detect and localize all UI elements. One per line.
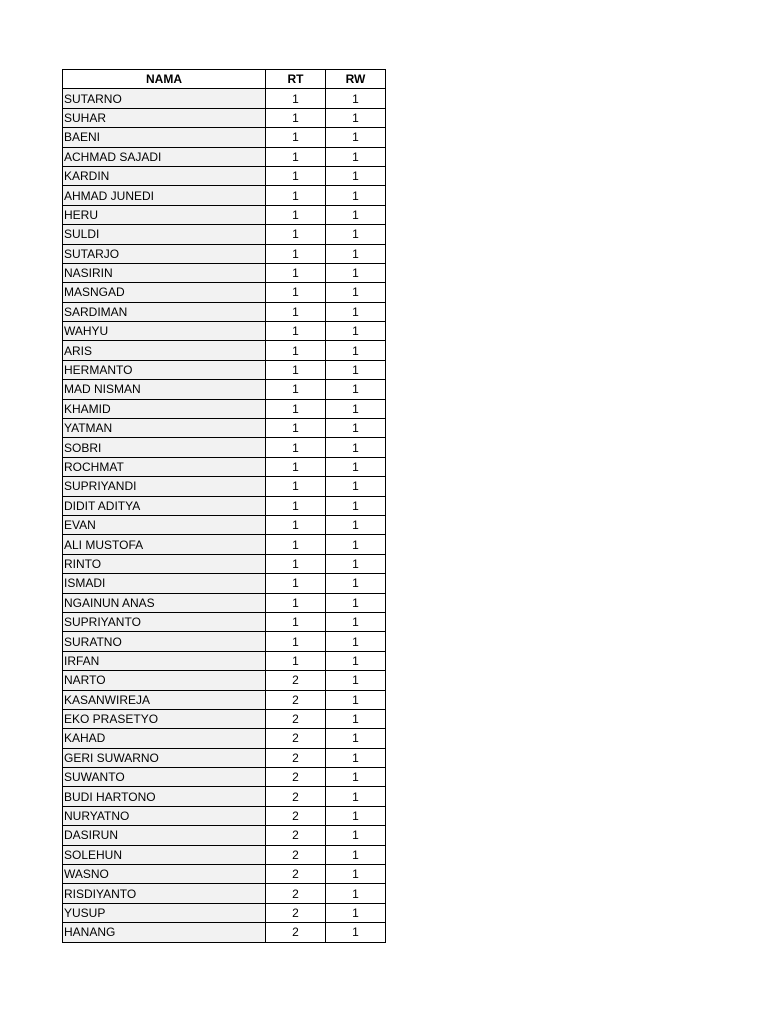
table-row <box>63 360 386 379</box>
header-row <box>63 70 386 89</box>
cell-rw[interactable]: 1 <box>326 515 386 534</box>
cell-nama[interactable]: ACHMAD SAJADI <box>63 147 266 166</box>
cell-nama[interactable]: SOBRI <box>63 438 266 457</box>
cell-rw[interactable]: 1 <box>326 302 386 321</box>
cell-nama[interactable]: KHAMID <box>63 399 266 418</box>
cell-nama[interactable]: ISMADI <box>63 574 266 593</box>
table-row <box>63 748 386 767</box>
cell-rt[interactable]: 1 <box>266 651 326 670</box>
cell-rt[interactable]: 1 <box>266 535 326 554</box>
cell-nama[interactable]: GERI SUWARNO <box>63 748 266 767</box>
cell-nama[interactable]: AHMAD JUNEDI <box>63 186 266 205</box>
cell-nama[interactable]: NASIRIN <box>63 263 266 282</box>
cell-nama[interactable]: RINTO <box>63 554 266 573</box>
table-row <box>63 845 386 864</box>
cell-rw[interactable]: 1 <box>326 399 386 418</box>
cell-rw[interactable]: 1 <box>326 574 386 593</box>
cell-nama[interactable]: SARDIMAN <box>63 302 266 321</box>
cell-rt[interactable]: 1 <box>266 128 326 147</box>
table-row <box>63 729 386 748</box>
cell-rw[interactable]: 1 <box>326 865 386 884</box>
table-row <box>63 108 386 127</box>
header-cell-rt[interactable]: RT <box>266 70 326 89</box>
table-row <box>63 787 386 806</box>
table-row <box>63 496 386 515</box>
cell-rt[interactable]: 1 <box>266 574 326 593</box>
cell-rw[interactable]: 1 <box>326 108 386 127</box>
table-row <box>63 671 386 690</box>
cell-nama[interactable]: BUDI HARTONO <box>63 787 266 806</box>
table-body <box>63 89 386 942</box>
table-row <box>63 806 386 825</box>
cell-nama[interactable]: SUTARNO <box>63 89 266 108</box>
cell-nama[interactable]: SUPRIYANTO <box>63 612 266 631</box>
cell-nama[interactable]: KARDIN <box>63 166 266 185</box>
table-row <box>63 515 386 534</box>
cell-rw[interactable]: 1 <box>326 768 386 787</box>
cell-rt[interactable]: 2 <box>266 768 326 787</box>
table-row <box>63 923 386 942</box>
cell-nama[interactable]: ARIS <box>63 341 266 360</box>
cell-nama[interactable]: IRFAN <box>63 651 266 670</box>
cell-nama[interactable]: NURYATNO <box>63 806 266 825</box>
cell-rw[interactable]: 1 <box>326 923 386 942</box>
cell-nama[interactable]: KASANWIREJA <box>63 690 266 709</box>
cell-rt[interactable]: 1 <box>266 477 326 496</box>
cell-rw[interactable]: 1 <box>326 166 386 185</box>
cell-rt[interactable]: 1 <box>266 632 326 651</box>
cell-rw[interactable]: 1 <box>326 884 386 903</box>
cell-nama[interactable]: WASNO <box>63 865 266 884</box>
cell-rt[interactable]: 2 <box>266 826 326 845</box>
cell-rw[interactable]: 1 <box>326 612 386 631</box>
cell-nama[interactable]: RISDIYANTO <box>63 884 266 903</box>
cell-nama[interactable]: SULDI <box>63 225 266 244</box>
table-row <box>63 380 386 399</box>
cell-rt[interactable]: 1 <box>266 186 326 205</box>
table-row <box>63 826 386 845</box>
cell-rw[interactable]: 1 <box>326 457 386 476</box>
table-row <box>63 283 386 302</box>
cell-nama[interactable]: ROCHMAT <box>63 457 266 476</box>
table-row <box>63 225 386 244</box>
cell-rt[interactable]: 2 <box>266 690 326 709</box>
cell-rt[interactable]: 1 <box>266 612 326 631</box>
cell-nama[interactable]: MAD NISMAN <box>63 380 266 399</box>
cell-rt[interactable]: 2 <box>266 845 326 864</box>
cell-rt[interactable]: 1 <box>266 89 326 108</box>
cell-rw[interactable]: 1 <box>326 128 386 147</box>
cell-rw[interactable]: 1 <box>326 826 386 845</box>
spreadsheet-sheet <box>62 69 386 943</box>
cell-rw[interactable]: 1 <box>326 89 386 108</box>
cell-rt[interactable]: 2 <box>266 787 326 806</box>
table-row <box>63 903 386 922</box>
cell-rw[interactable]: 1 <box>326 438 386 457</box>
table-row <box>63 186 386 205</box>
cell-rt[interactable]: 1 <box>266 380 326 399</box>
table-row <box>63 632 386 651</box>
cell-nama[interactable]: YATMAN <box>63 419 266 438</box>
cell-nama[interactable]: EVAN <box>63 515 266 534</box>
cell-nama[interactable]: HERU <box>63 205 266 224</box>
cell-rt[interactable]: 1 <box>266 225 326 244</box>
cell-rw[interactable]: 1 <box>326 729 386 748</box>
cell-rw[interactable]: 1 <box>326 554 386 573</box>
cell-rw[interactable]: 1 <box>326 806 386 825</box>
cell-rt[interactable]: 2 <box>266 806 326 825</box>
table-row <box>63 89 386 108</box>
cell-rw[interactable]: 1 <box>326 903 386 922</box>
cell-nama[interactable]: BAENI <box>63 128 266 147</box>
table-row <box>63 166 386 185</box>
cell-rt[interactable]: 1 <box>266 108 326 127</box>
cell-nama[interactable]: DIDIT ADITYA <box>63 496 266 515</box>
cell-rw[interactable]: 1 <box>326 787 386 806</box>
cell-rw[interactable]: 1 <box>326 341 386 360</box>
cell-rw[interactable]: 1 <box>326 322 386 341</box>
cell-rw[interactable]: 1 <box>326 147 386 166</box>
cell-nama[interactable]: MASNGAD <box>63 283 266 302</box>
table-row <box>63 709 386 728</box>
cell-rw[interactable]: 1 <box>326 748 386 767</box>
cell-rw[interactable]: 1 <box>326 593 386 612</box>
cell-rw[interactable]: 1 <box>326 477 386 496</box>
cell-rw[interactable]: 1 <box>326 186 386 205</box>
cell-nama[interactable]: SUWANTO <box>63 768 266 787</box>
cell-rt[interactable]: 1 <box>266 147 326 166</box>
cell-rw[interactable]: 1 <box>326 225 386 244</box>
table-row <box>63 865 386 884</box>
cell-nama[interactable]: NARTO <box>63 671 266 690</box>
cell-rw[interactable]: 1 <box>326 690 386 709</box>
cell-rt[interactable]: 1 <box>266 341 326 360</box>
cell-rw[interactable]: 1 <box>326 496 386 515</box>
table-row <box>63 612 386 631</box>
table-row <box>63 768 386 787</box>
table-row <box>63 884 386 903</box>
cell-nama[interactable]: SURATNO <box>63 632 266 651</box>
cell-rt[interactable]: 1 <box>266 593 326 612</box>
cell-rt[interactable]: 1 <box>266 496 326 515</box>
cell-rt[interactable]: 1 <box>266 399 326 418</box>
table-row <box>63 535 386 554</box>
table-row <box>63 477 386 496</box>
cell-rw[interactable]: 1 <box>326 263 386 282</box>
cell-nama[interactable]: SUHAR <box>63 108 266 127</box>
cell-rw[interactable]: 1 <box>326 651 386 670</box>
table-row <box>63 322 386 341</box>
table-row <box>63 593 386 612</box>
table-row <box>63 147 386 166</box>
cell-rt[interactable]: 1 <box>266 515 326 534</box>
cell-rt[interactable]: 1 <box>266 419 326 438</box>
table-row <box>63 399 386 418</box>
table-row <box>63 554 386 573</box>
cell-rw[interactable]: 1 <box>326 244 386 263</box>
cell-rw[interactable]: 1 <box>326 283 386 302</box>
cell-rt[interactable]: 1 <box>266 283 326 302</box>
cell-rt[interactable]: 2 <box>266 671 326 690</box>
cell-rt[interactable]: 2 <box>266 865 326 884</box>
cell-nama[interactable]: KAHAD <box>63 729 266 748</box>
cell-rt[interactable]: 2 <box>266 729 326 748</box>
cell-rt[interactable]: 2 <box>266 884 326 903</box>
cell-nama[interactable]: DASIRUN <box>63 826 266 845</box>
cell-rt[interactable]: 2 <box>266 748 326 767</box>
cell-nama[interactable]: WAHYU <box>63 322 266 341</box>
table-row <box>63 205 386 224</box>
table-row <box>63 244 386 263</box>
table-row <box>63 690 386 709</box>
cell-rw[interactable]: 1 <box>326 205 386 224</box>
table-row <box>63 263 386 282</box>
cell-nama[interactable]: HERMANTO <box>63 360 266 379</box>
table-row <box>63 651 386 670</box>
cell-nama[interactable]: ALI MUSTOFA <box>63 535 266 554</box>
cell-nama[interactable]: HANANG <box>63 923 266 942</box>
cell-nama[interactable]: SUPRIYANDI <box>63 477 266 496</box>
cell-rt[interactable]: 1 <box>266 322 326 341</box>
cell-rt[interactable]: 2 <box>266 903 326 922</box>
cell-rw[interactable]: 1 <box>326 380 386 399</box>
cell-rt[interactable]: 1 <box>266 438 326 457</box>
cell-nama[interactable]: NGAINUN ANAS <box>63 593 266 612</box>
table-row <box>63 419 386 438</box>
header-cell-nama[interactable]: NAMA <box>63 70 266 89</box>
cell-nama[interactable]: EKO PRASETYO <box>63 709 266 728</box>
cell-rw[interactable]: 1 <box>326 709 386 728</box>
table-row <box>63 128 386 147</box>
table-row <box>63 341 386 360</box>
cell-rt[interactable]: 1 <box>266 244 326 263</box>
cell-rt[interactable]: 1 <box>266 302 326 321</box>
resident-table <box>62 69 386 943</box>
table-row <box>63 302 386 321</box>
table-row <box>63 457 386 476</box>
header-cell-rw[interactable]: RW <box>326 70 386 89</box>
cell-rw[interactable]: 1 <box>326 535 386 554</box>
cell-rw[interactable]: 1 <box>326 671 386 690</box>
cell-rw[interactable]: 1 <box>326 360 386 379</box>
cell-rt[interactable]: 1 <box>266 554 326 573</box>
cell-rt[interactable]: 1 <box>266 457 326 476</box>
cell-rt[interactable]: 2 <box>266 923 326 942</box>
cell-nama[interactable]: SUTARJO <box>63 244 266 263</box>
cell-rw[interactable]: 1 <box>326 845 386 864</box>
cell-rt[interactable]: 1 <box>266 360 326 379</box>
cell-rt[interactable]: 2 <box>266 709 326 728</box>
cell-nama[interactable]: YUSUP <box>63 903 266 922</box>
cell-rt[interactable]: 1 <box>266 166 326 185</box>
cell-nama[interactable]: SOLEHUN <box>63 845 266 864</box>
cell-rw[interactable]: 1 <box>326 419 386 438</box>
cell-rt[interactable]: 1 <box>266 263 326 282</box>
table-row <box>63 574 386 593</box>
table-row <box>63 438 386 457</box>
cell-rw[interactable]: 1 <box>326 632 386 651</box>
cell-rt[interactable]: 1 <box>266 205 326 224</box>
